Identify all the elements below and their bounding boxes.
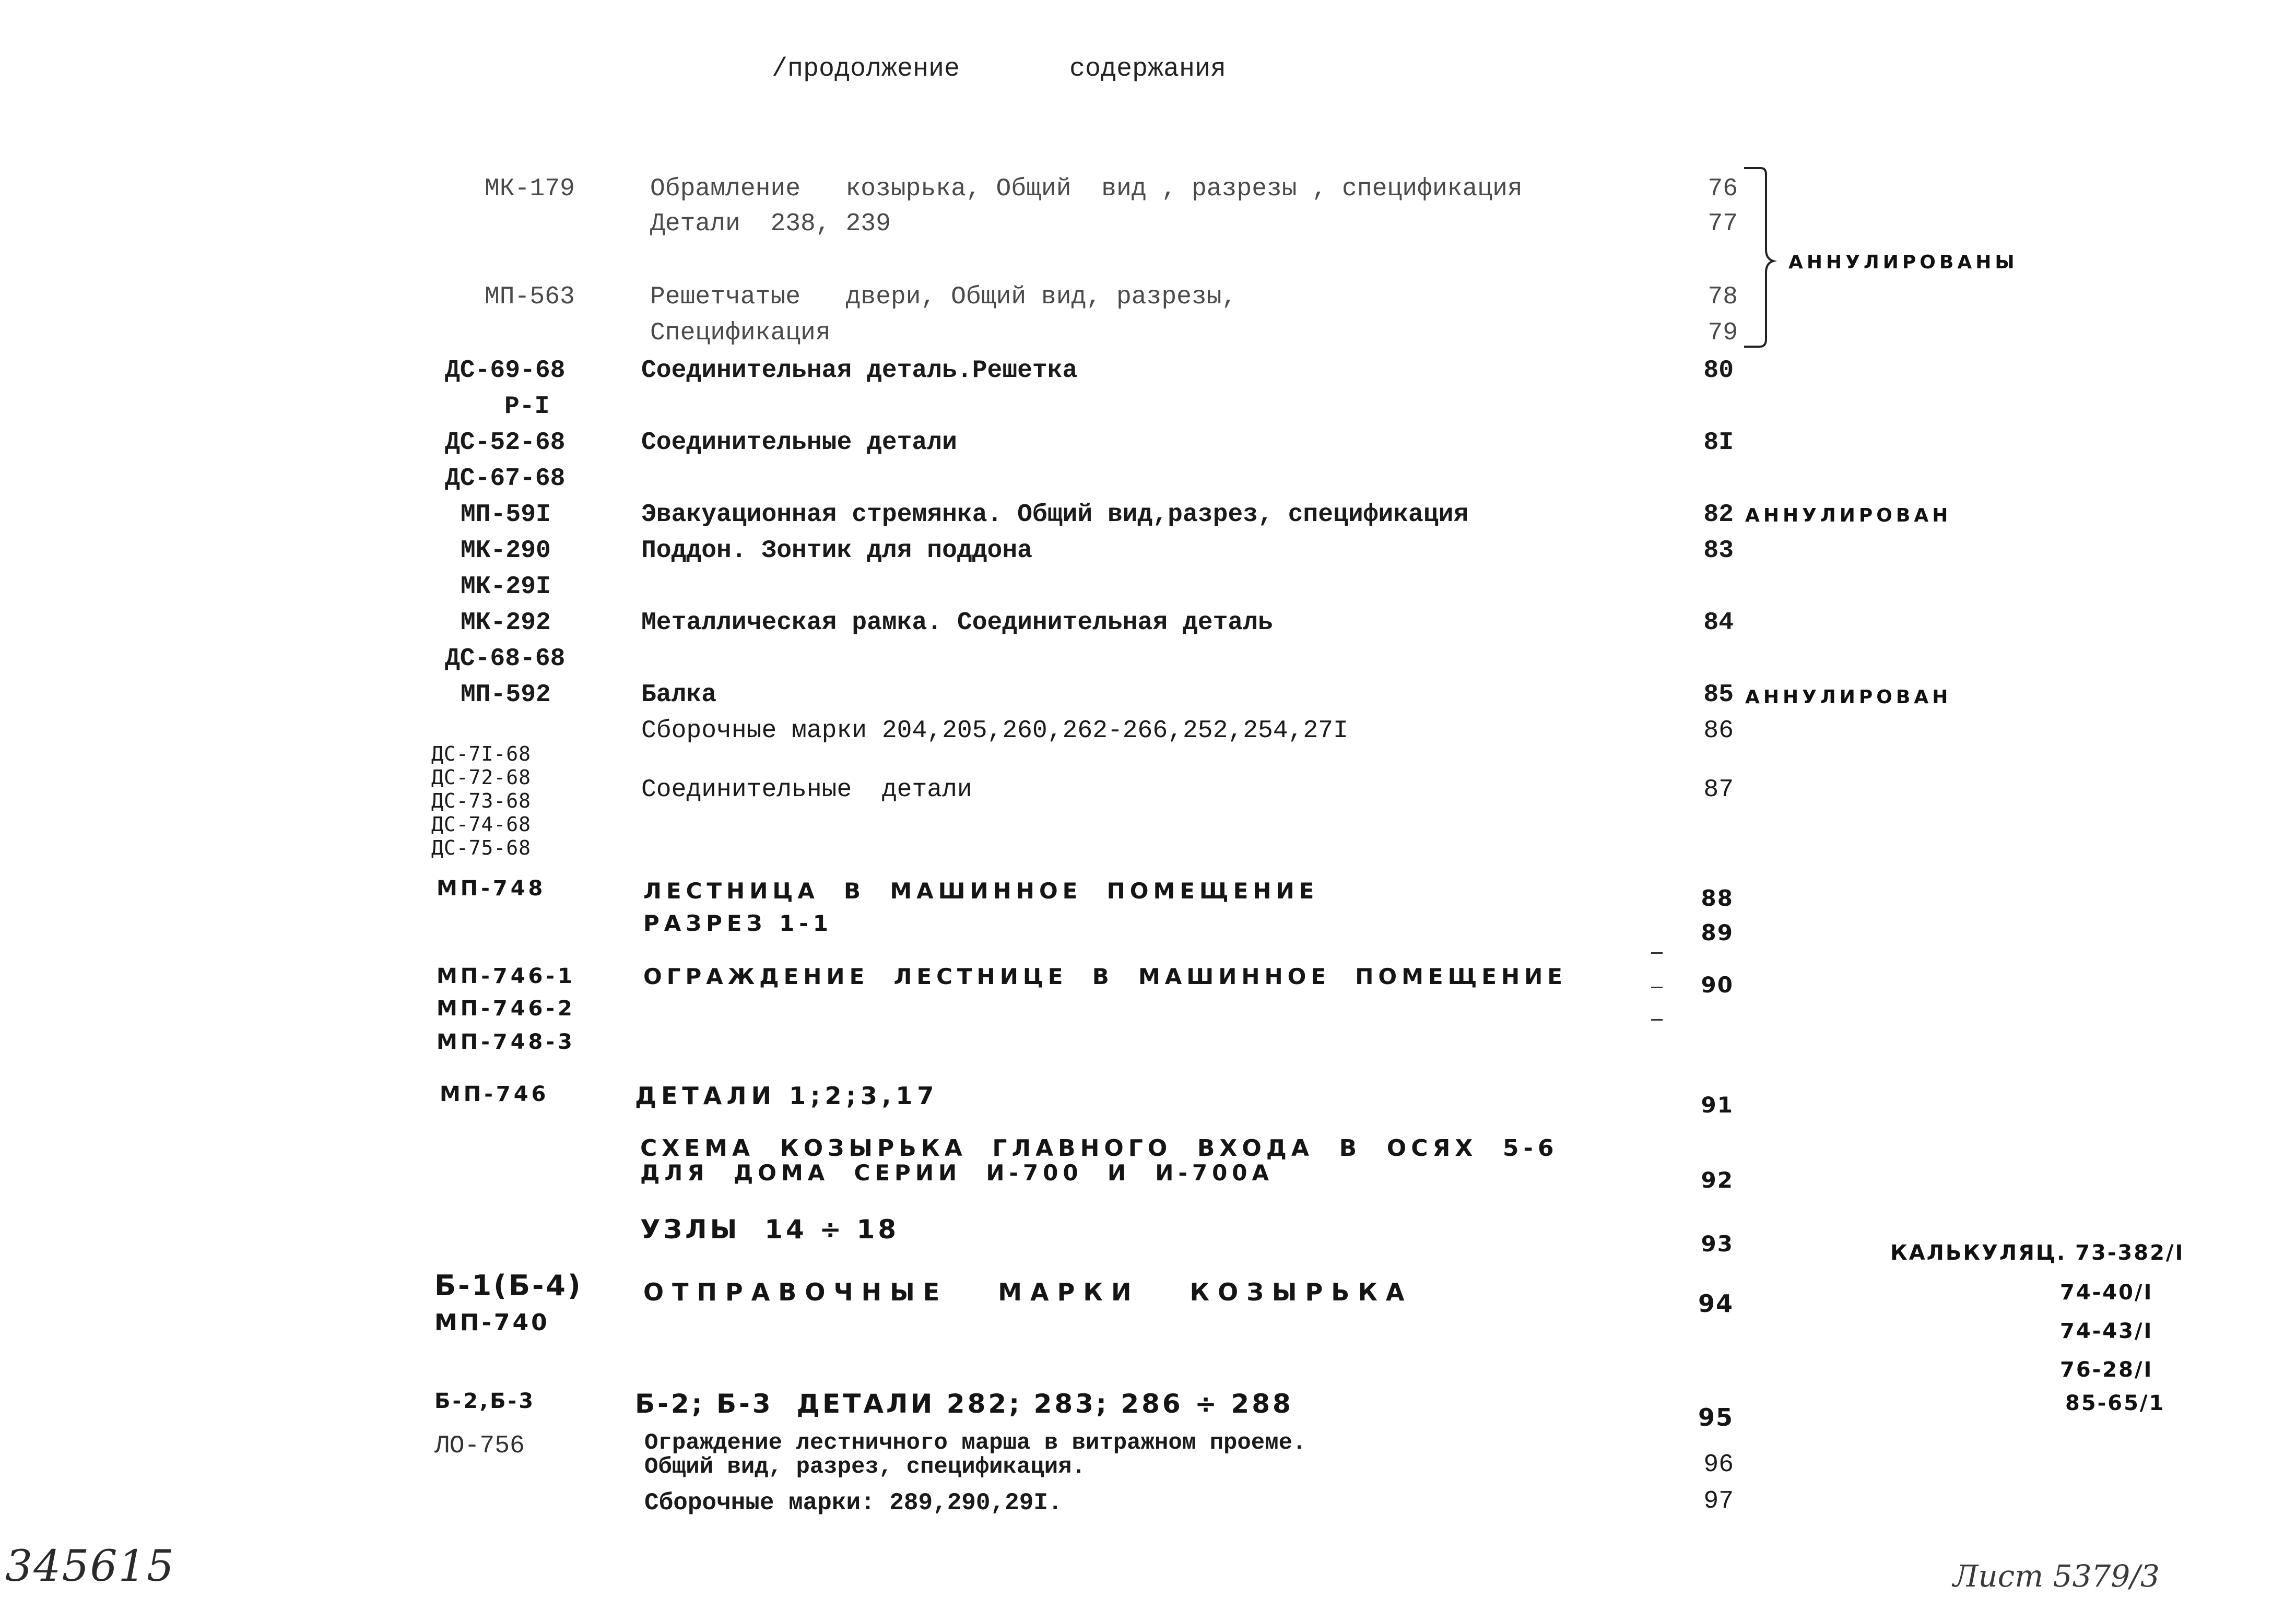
row-code: МП-592 [461, 681, 551, 709]
row-code: МП-746-2 [437, 997, 575, 1021]
row-page: 82 [1703, 501, 1734, 529]
row-page: 8I [1703, 429, 1734, 457]
annulled-stamp: АННУЛИРОВАНЫ [1788, 252, 2018, 273]
margin-dash [1651, 952, 1663, 954]
row-code: Б-2,Б-3 [434, 1389, 536, 1413]
row-code: ДС-7I-68 [431, 742, 532, 765]
row-page: 92 [1701, 1167, 1734, 1193]
row-title: ОГРАЖДЕНИЕ ЛЕСТНИЦЕ В МАШИННОЕ ПОМЕЩЕНИЕ [643, 964, 1567, 989]
archive-number: 345615 [5, 1542, 175, 1591]
row-code: МП-748 [437, 877, 546, 901]
row-title: Эвакуационная стремянка. Общий вид,разрез, спецификация [641, 501, 1469, 529]
row-title: Соединительная деталь.Решетка [641, 357, 1078, 385]
row-code: Р-I [504, 393, 550, 421]
row-page: 95 [1698, 1403, 1734, 1431]
row-title: ЛЕСТНИЦА В МАШИННОЕ ПОМЕЩЕНИЕ [643, 878, 1319, 904]
row-title: ОТПРАВОЧНЫЕ МАРКИ КОЗЫРЬКА [643, 1278, 1413, 1306]
row-code: МП-746 [440, 1082, 549, 1106]
calculation-ref: 74-40/I [2060, 1281, 2153, 1305]
row-title: УЗЛЫ 14 ÷ 18 [640, 1214, 900, 1245]
row-page: 96 [1703, 1451, 1734, 1479]
row-code: ДС-67-68 [445, 465, 566, 493]
calculation-ref: КАЛЬКУЛЯЦ. 73-382/I [1890, 1241, 2185, 1265]
row-title: Обрамление козырька, Общий вид , разрезы , спецификация [650, 175, 1523, 203]
row-page: 76 [1708, 175, 1738, 203]
row-title: Детали 238, 239 [650, 210, 891, 238]
row-title: Соединительные детали [641, 429, 957, 457]
row-page: 77 [1708, 210, 1738, 238]
row-title: РАЗРЕЗ 1-1 [643, 910, 833, 936]
row-page: 78 [1708, 283, 1738, 311]
calculation-ref: 74-43/I [2060, 1319, 2153, 1343]
row-page: 85 [1703, 681, 1734, 709]
header-continuation: /продолжение [772, 54, 960, 84]
row-code: МП-748-3 [437, 1030, 575, 1054]
margin-dash [1651, 1019, 1663, 1021]
row-title: Сборочные марки 204,205,260,262-266,252,254,27I [641, 717, 1348, 745]
row-page: 83 [1703, 537, 1734, 565]
calculation-ref: 76-28/I [2060, 1358, 2153, 1382]
row-page: 87 [1703, 776, 1734, 804]
row-code: МК-179 [485, 175, 575, 203]
row-page: 97 [1703, 1487, 1734, 1516]
row-code: ДС-72-68 [431, 766, 532, 789]
row-title: ДЕТАЛИ 1;2;3,17 [635, 1082, 939, 1110]
row-page: 93 [1701, 1231, 1734, 1257]
row-code: МП-563 [485, 283, 575, 311]
row-page: 86 [1703, 717, 1734, 745]
row-title: Поддон. Зонтик для поддона [641, 537, 1032, 565]
row-page: 80 [1703, 357, 1734, 385]
header-contents: содержания [1069, 54, 1227, 84]
row-title: Металлическая рамка. Соединительная деталь [641, 609, 1273, 637]
row-code: ДС-74-68 [431, 813, 532, 836]
row-code: ЛО-756 [434, 1432, 525, 1460]
row-title: Общий вид, разрез, спецификация. [644, 1454, 1086, 1480]
row-code: МП-746-1 [437, 964, 575, 988]
row-code: ДС-75-68 [431, 836, 532, 859]
row-code: ДС-52-68 [445, 429, 566, 457]
row-title: Спецификация [650, 319, 831, 347]
margin-dash [1651, 987, 1663, 988]
row-title: Сборочные марки: 289,290,29I. [644, 1489, 1063, 1517]
row-title: СХЕМА КОЗЫРЬКА ГЛАВНОГО ВХОДА В ОСЯХ 5-6 [640, 1135, 1559, 1162]
row-page: 91 [1701, 1092, 1734, 1118]
row-title: Ограждение лестничного марша в витражном проеме. [644, 1430, 1306, 1456]
row-page: 84 [1703, 609, 1734, 637]
row-page: 89 [1701, 920, 1734, 945]
row-code: Б-1(Б-4) [434, 1269, 583, 1302]
row-code: МК-290 [461, 537, 551, 565]
row-code: ДС-73-68 [431, 789, 532, 812]
row-code: МК-29I [461, 573, 551, 601]
row-title: ДЛЯ ДОМА СЕРИИ И-700 И И-700А [640, 1160, 1274, 1186]
row-code: МП-59I [461, 501, 551, 529]
sheet-signature: Лист 5379/3 [1953, 1558, 2160, 1594]
row-page: 94 [1698, 1289, 1734, 1318]
row-page: 88 [1701, 885, 1734, 911]
row-title: Соединительные детали [641, 776, 972, 804]
row-code: МП-740 [434, 1309, 550, 1336]
row-code: МК-292 [461, 609, 551, 637]
calculation-ref: 85-65/1 [2065, 1391, 2165, 1415]
row-title: Балка [641, 681, 717, 709]
row-title: Б-2; Б-3 ДЕТАЛИ 282; 283; 286 ÷ 288 [635, 1389, 1293, 1419]
row-page: 79 [1708, 319, 1738, 347]
row-code: ДС-68-68 [445, 645, 566, 673]
annulled-stamp: АННУЛИРОВАН [1745, 686, 1952, 708]
annulled-stamp: АННУЛИРОВАН [1745, 505, 1952, 526]
row-code: ДС-69-68 [445, 357, 566, 385]
row-page: 90 [1701, 972, 1734, 998]
row-title: Решетчатые двери, Общий вид, разрезы, [650, 283, 1237, 311]
